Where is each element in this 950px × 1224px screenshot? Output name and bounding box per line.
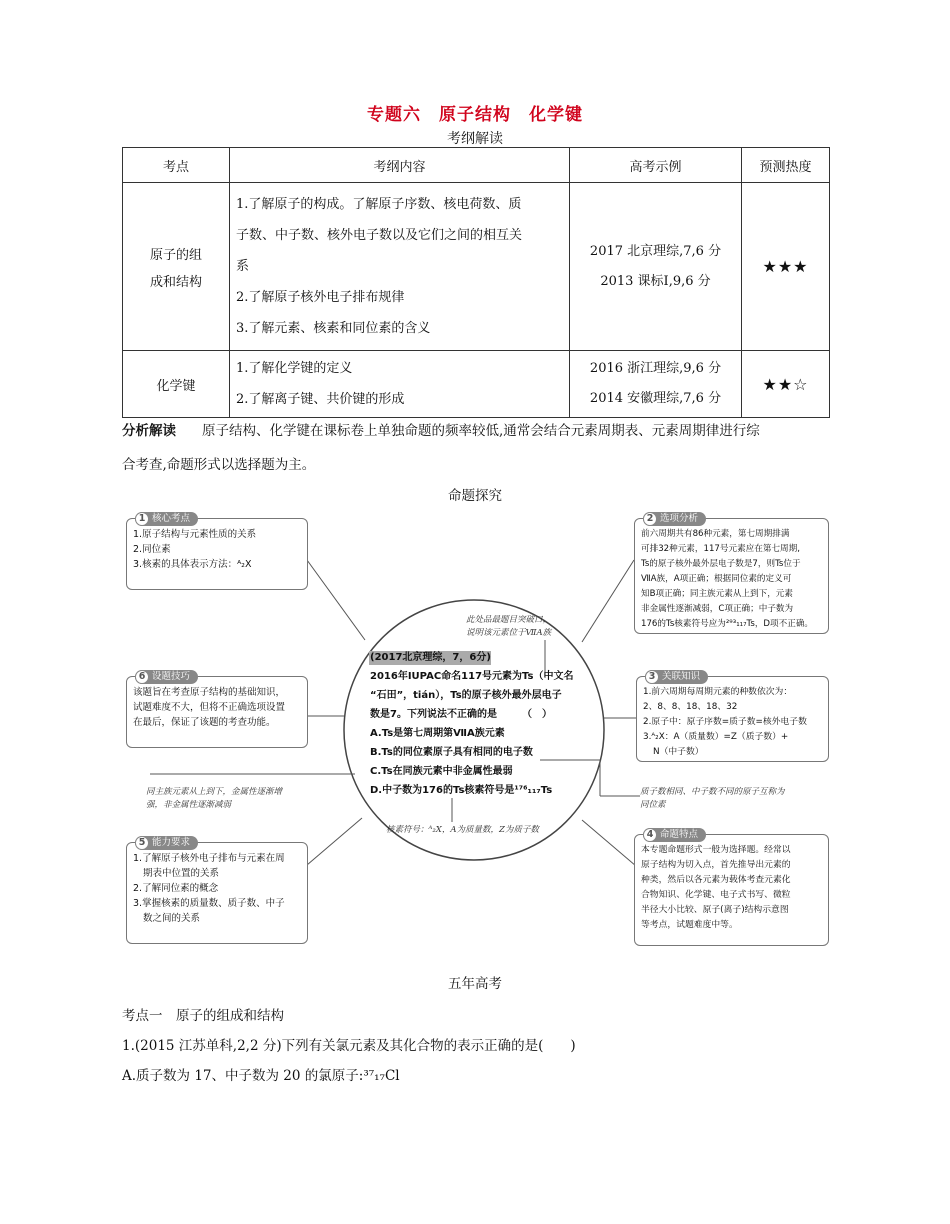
box-proposition-features: [634, 829, 829, 946]
connector-line: [582, 820, 636, 866]
box-number: 2: [643, 512, 657, 526]
section-subtitle: 考纲解读: [447, 131, 503, 147]
box-line: Ts的原子核外最外层电子数是7，则Ts位于: [641, 559, 801, 569]
box-question-design: [126, 671, 308, 748]
box-number: 4: [643, 828, 657, 842]
note-line: 质子数相同、中子数不同的原子互称为: [640, 787, 785, 797]
question-option: D.中子数为176的Ts核素符号是¹⁷⁶₁₁₇Ts: [370, 785, 553, 796]
box-line: 3.掌握核素的质量数、质子数、中子: [133, 898, 285, 909]
box-line: 期表中位置的关系: [143, 868, 220, 879]
box-title: 命题特点: [660, 829, 699, 840]
note-top: [466, 614, 551, 640]
heat-rating: ★★☆: [742, 351, 830, 418]
box-title: 选项分析: [660, 513, 699, 524]
box-related-knowledge: [636, 671, 829, 762]
box-number: 6: [135, 670, 149, 684]
box-title: 能力要求: [152, 837, 191, 848]
point-cell: 化学键: [123, 351, 230, 418]
box-title: 设题技巧: [152, 671, 191, 682]
box-line: 176的Ts核素符号应为²⁹³₁₁₇Ts，D项不正确。: [641, 619, 814, 629]
box-line: 前六周期共有86种元素，第七周期排满: [641, 529, 790, 539]
note-bottom: 核素符号：ᴬ₂X，A为质量数，Z为质子数: [386, 825, 539, 835]
box-line: 1.了解原子核外电子排布与元素在周: [133, 853, 285, 864]
point-text: 成和结构: [149, 274, 202, 290]
content-line: 1.了解化学键的定义: [236, 361, 353, 376]
box-line: 3.核素的具体表示方法：ᴬ₂X: [133, 559, 252, 570]
note-left: [146, 786, 282, 812]
box-ability-requirements: [126, 837, 308, 944]
content-line: 1.了解原子的构成。了解原子序数、核电荷数、质: [236, 197, 522, 212]
box-line: 试题难度不大，但将不正确选项设置: [133, 702, 286, 713]
question-line: “石田”，tián），Ts的原子核外最外层电子: [370, 690, 562, 701]
header-cell: 预测热度: [742, 148, 830, 183]
question-line: 2016年IUPAC命名117号元素为Ts（中文名: [370, 671, 574, 682]
box-line: 非金属性逐渐减弱，C项正确；中子数为: [641, 604, 794, 614]
box-number: 5: [135, 836, 149, 850]
center-question: [370, 648, 620, 800]
box-line: 数之间的关系: [143, 913, 201, 924]
question-option: C.Ts在同族元素中非金属性最弱: [370, 766, 513, 777]
box-line: 2、8、8、18、18、32: [643, 702, 738, 712]
header-cell: 考点: [123, 148, 230, 183]
box-line: 可排32种元素，117号元素应在第七周期,: [641, 544, 800, 554]
question-stem: 1.(2015 江苏单科,2,2 分)下列有关氯元素及其化合物的表示正确的是( ): [122, 1038, 576, 1054]
header-cell: 高考示例: [570, 148, 742, 183]
box-number: 3: [645, 670, 659, 684]
box-line: 在最后，保证了该题的考查功能。: [133, 717, 276, 728]
note-line: 说明该元素位于ⅦA族: [466, 628, 552, 638]
box-title: 核心考点: [152, 513, 191, 524]
box-number: 1: [135, 512, 149, 526]
point-text: 原子的组: [149, 247, 202, 263]
box-line: 本专题命题形式一般为选择题。经常以: [641, 845, 791, 855]
connector-line: [307, 818, 362, 865]
box-line: 等考点，试题难度中等。: [641, 920, 738, 930]
example-text: 2013 课标Ⅰ,9,6 分: [600, 273, 711, 289]
content-line: 子数、中子数、核外电子数以及它们之间的相互关: [236, 228, 523, 243]
question-option: A.质子数为 17、中子数为 20 的氯原子:³⁷₁₇Cl: [122, 1068, 400, 1084]
box-line: 半径大小比较、原子(离子)结构示意图: [641, 905, 789, 915]
question-line: 数是7。下列说法不正确的是 （ ）: [370, 709, 552, 720]
example-text: 2016 浙江理综,9,6 分: [589, 361, 722, 376]
header-cell: 考纲内容: [230, 148, 570, 183]
analysis-text: 原子结构、化学键在课标卷上单独命题的频率较低,通常会结合元素周期表、元素周期律进行综: [202, 423, 760, 439]
note-right: [640, 786, 785, 812]
note-line: 同位素: [640, 800, 666, 810]
box-line: 1.前六周期每周期元素的种数依次为：: [643, 687, 793, 697]
box-option-analysis: [634, 513, 829, 634]
box-line: 种类，然后以各元素为载体考查元素化: [641, 875, 791, 885]
box-line: 2.原子中：原子序数=质子数=核外电子数: [643, 717, 807, 727]
box-line: 2.了解同位素的概念: [133, 883, 219, 894]
note-line: 强，非金属性逐渐减弱: [146, 800, 232, 810]
note-line: 同主族元素从上到下，金属性逐渐增: [146, 787, 283, 797]
content-line: 2.了解原子核外电子排布规律: [236, 290, 405, 305]
question-option: B.Ts的同位素原子具有相同的电子数: [370, 747, 533, 758]
five-years-title: 五年高考: [448, 976, 502, 992]
content-line: 3.了解元素、核素和同位素的含义: [236, 321, 431, 336]
box-line: 3.ᴬ₂X：A（质量数）=Z（质子数）+: [643, 732, 789, 742]
connector-line: [582, 560, 634, 642]
box-core-points: [126, 513, 308, 590]
box-line: 1.原子结构与元素性质的关系: [133, 529, 257, 540]
box-line: 该题旨在考查原子结构的基础知识，: [133, 687, 286, 698]
page-title: 专题六 原子结构 化学键: [367, 105, 583, 125]
box-line: ⅦA族，A项正确；根据同位素的定义可: [641, 574, 792, 584]
question-source: (2017北京理综，7，6分): [370, 652, 491, 663]
box-line: 知B项正确；同主族元素从上到下，元素: [641, 589, 793, 599]
heat-rating: ★★★: [742, 183, 830, 351]
explore-title: 命题探究: [448, 488, 502, 504]
example-text: 2014 安徽理综,7,6 分: [589, 391, 722, 406]
example-text: 2017 北京理综,7,6 分: [589, 243, 722, 259]
point-heading: 考点一 原子的组成和结构: [122, 1008, 284, 1024]
box-line: 原子结构为切入点，首先推导出元素的: [641, 860, 791, 870]
connector-line: [307, 560, 365, 640]
analysis-label: 分析解读: [122, 423, 176, 439]
box-line: 2.同位素: [133, 544, 171, 555]
box-title: 关联知识: [662, 671, 701, 682]
box-line: 合物知识、化学键、电子式书写、微粒: [641, 890, 791, 900]
box-line: N（中子数）: [653, 747, 704, 757]
question-option: A.Ts是第七周期第ⅦA族元素: [370, 728, 505, 739]
content-line: 2.了解离子键、共价键的形成: [236, 392, 405, 407]
note-line: 此处品最题目突破口，: [466, 615, 552, 625]
analysis-text: 合考查,命题形式以选择题为主。: [122, 457, 316, 473]
content-line: 系: [236, 259, 250, 274]
